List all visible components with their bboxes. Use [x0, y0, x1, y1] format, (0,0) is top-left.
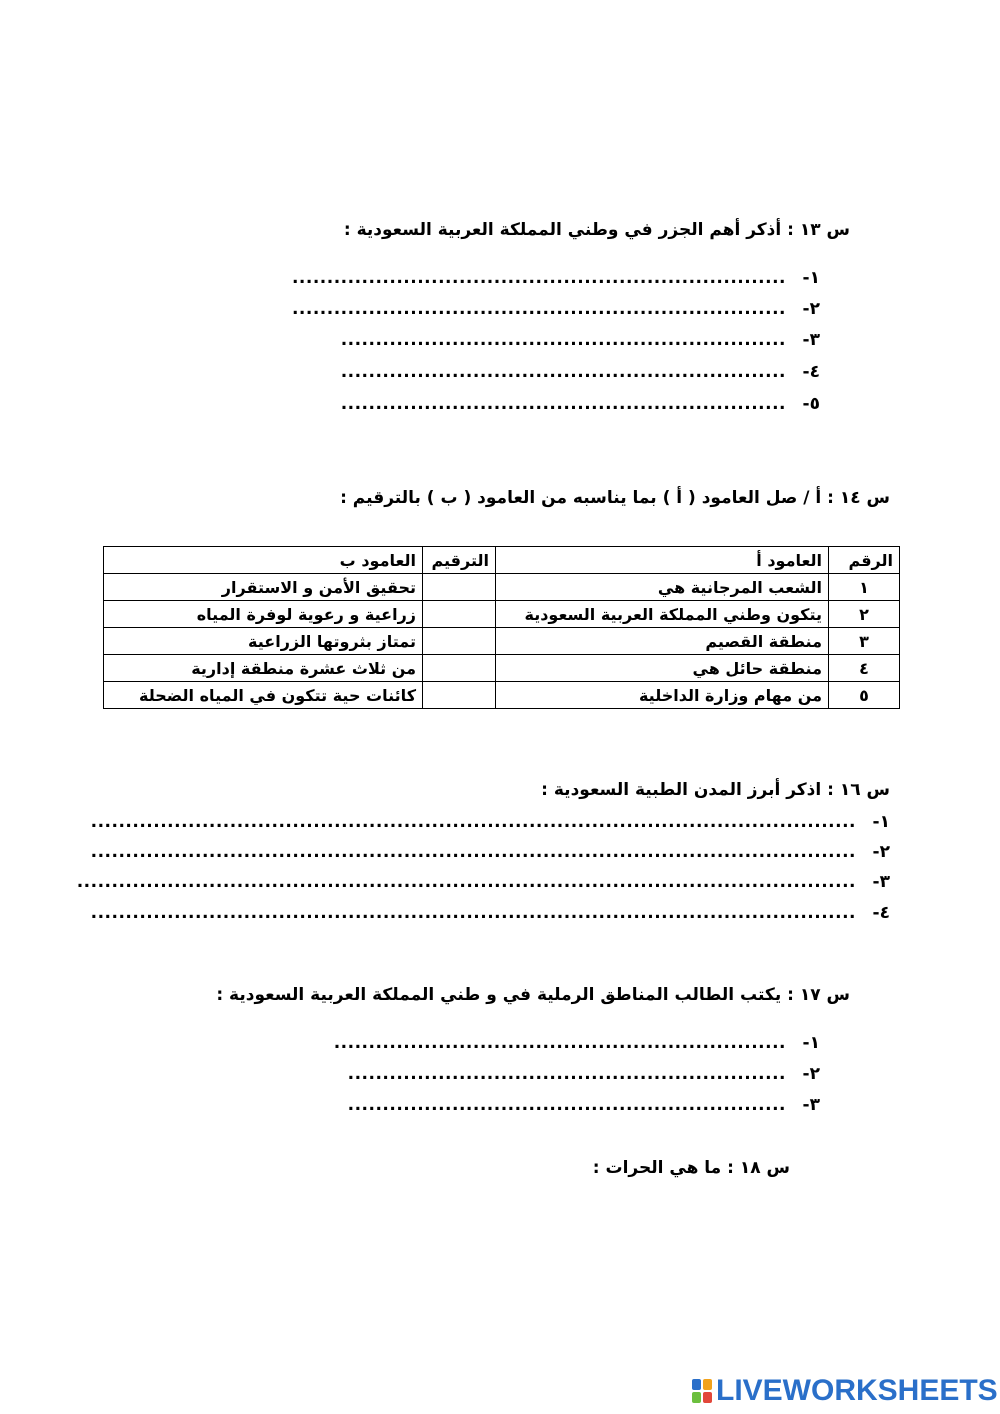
item-number: ٥-: [802, 394, 820, 414]
row-number: ٥: [829, 682, 900, 709]
answer-blank[interactable]: ................................................................................................................: [76, 872, 856, 892]
liveworksheets-logo-icon: [692, 1379, 712, 1403]
column-b-cell: زراعية و رعوية لوفرة المياه: [104, 601, 423, 628]
answer-blank[interactable]: .......................................................................: [291, 299, 786, 319]
q17-answer-1[interactable]: [334, 1033, 820, 1053]
row-number: ١: [829, 574, 900, 601]
order-input-cell[interactable]: [423, 601, 496, 628]
column-b-cell: تحقيق الأمن و الاستقرار: [104, 574, 423, 601]
q13-title: س ١٣ : أذكر أهم الجزر في وطني المملكة العربية السعودية :: [343, 220, 850, 240]
item-number: ٣-: [802, 330, 820, 350]
brand-name: LIVEWORKSHEETS: [716, 1374, 998, 1407]
q13-answer-2[interactable]: [292, 299, 820, 319]
order-input-cell[interactable]: [423, 628, 496, 655]
column-a-cell: الشعب المرجانية هي: [496, 574, 829, 601]
order-input-cell[interactable]: [423, 682, 496, 709]
header-number: الرقم: [829, 547, 900, 574]
item-number: ١-: [872, 812, 890, 832]
matching-table: [103, 546, 900, 709]
answer-blank[interactable]: .................................................................: [333, 1033, 786, 1053]
row-number: ٢: [829, 601, 900, 628]
q16-title: س ١٦ : اذكر أبرز المدن الطبية السعودية :: [541, 780, 890, 800]
row-number: ٣: [829, 628, 900, 655]
item-number: ٣-: [872, 872, 890, 892]
item-number: ٢-: [802, 299, 820, 319]
table-row: [104, 655, 900, 682]
q18-title: س ١٨ : ما هي الحرات :: [592, 1158, 790, 1178]
answer-blank[interactable]: .......................................................................: [291, 268, 786, 288]
header-column-b: العامود ب: [104, 547, 423, 574]
column-a-cell: منطقة القصيم: [496, 628, 829, 655]
q16-answer-3[interactable]: [77, 872, 890, 892]
q17-answer-3[interactable]: [348, 1095, 820, 1115]
answer-blank[interactable]: ...............................................................: [347, 1095, 786, 1115]
table-row: [104, 628, 900, 655]
answer-blank[interactable]: ..............................................................................................................: [90, 812, 856, 832]
q17-answer-2[interactable]: [348, 1064, 820, 1084]
answer-blank[interactable]: ................................................................: [340, 330, 786, 350]
item-number: ٢-: [872, 842, 890, 862]
header-column-a: العامود أ: [496, 547, 829, 574]
answer-blank[interactable]: ................................................................: [340, 394, 786, 414]
q16-answer-2[interactable]: [91, 842, 890, 862]
answer-blank[interactable]: ..............................................................................................................: [90, 903, 856, 923]
answer-blank[interactable]: ................................................................: [340, 362, 786, 382]
liveworksheets-logo: [692, 1376, 998, 1406]
q14-title: س ١٤ : أ / صل العامود ( أ ) بما يناسبه من العامود ( ب ) بالترقيم :: [340, 488, 890, 508]
column-b-cell: كائنات حية تتكون في المياه الضحلة: [104, 682, 423, 709]
item-number: ١-: [802, 268, 820, 288]
header-order: الترقيم: [423, 547, 496, 574]
row-number: ٤: [829, 655, 900, 682]
column-a-cell: يتكون وطني المملكة العربية السعودية: [496, 601, 829, 628]
column-a-cell: منطقة حائل هي: [496, 655, 829, 682]
order-input-cell[interactable]: [423, 574, 496, 601]
column-a-cell: من مهام وزارة الداخلية: [496, 682, 829, 709]
item-number: ٤-: [872, 903, 890, 923]
order-input-cell[interactable]: [423, 655, 496, 682]
q13-answer-1[interactable]: [292, 268, 820, 288]
column-b-cell: تمتاز بثروتها الزراعية: [104, 628, 423, 655]
column-b-cell: من ثلاث عشرة منطقة إدارية: [104, 655, 423, 682]
q13-answer-4[interactable]: [341, 362, 820, 382]
q16-answer-4[interactable]: [91, 903, 890, 923]
table-row: [104, 574, 900, 601]
table-header-row: [104, 547, 900, 574]
item-number: ١-: [802, 1033, 820, 1053]
item-number: ٤-: [802, 362, 820, 382]
q13-answer-3[interactable]: [341, 330, 820, 350]
q16-answer-1[interactable]: [91, 812, 890, 832]
q13-answer-5[interactable]: [341, 394, 820, 414]
item-number: ٢-: [802, 1064, 820, 1084]
item-number: ٣-: [802, 1095, 820, 1115]
table-row: [104, 682, 900, 709]
answer-blank[interactable]: ..............................................................................................................: [90, 842, 856, 862]
answer-blank[interactable]: ...............................................................: [347, 1064, 786, 1084]
q17-title: س ١٧ : يكتب الطالب المناطق الرملية في و طني المملكة العربية السعودية :: [216, 985, 850, 1005]
table-row: [104, 601, 900, 628]
